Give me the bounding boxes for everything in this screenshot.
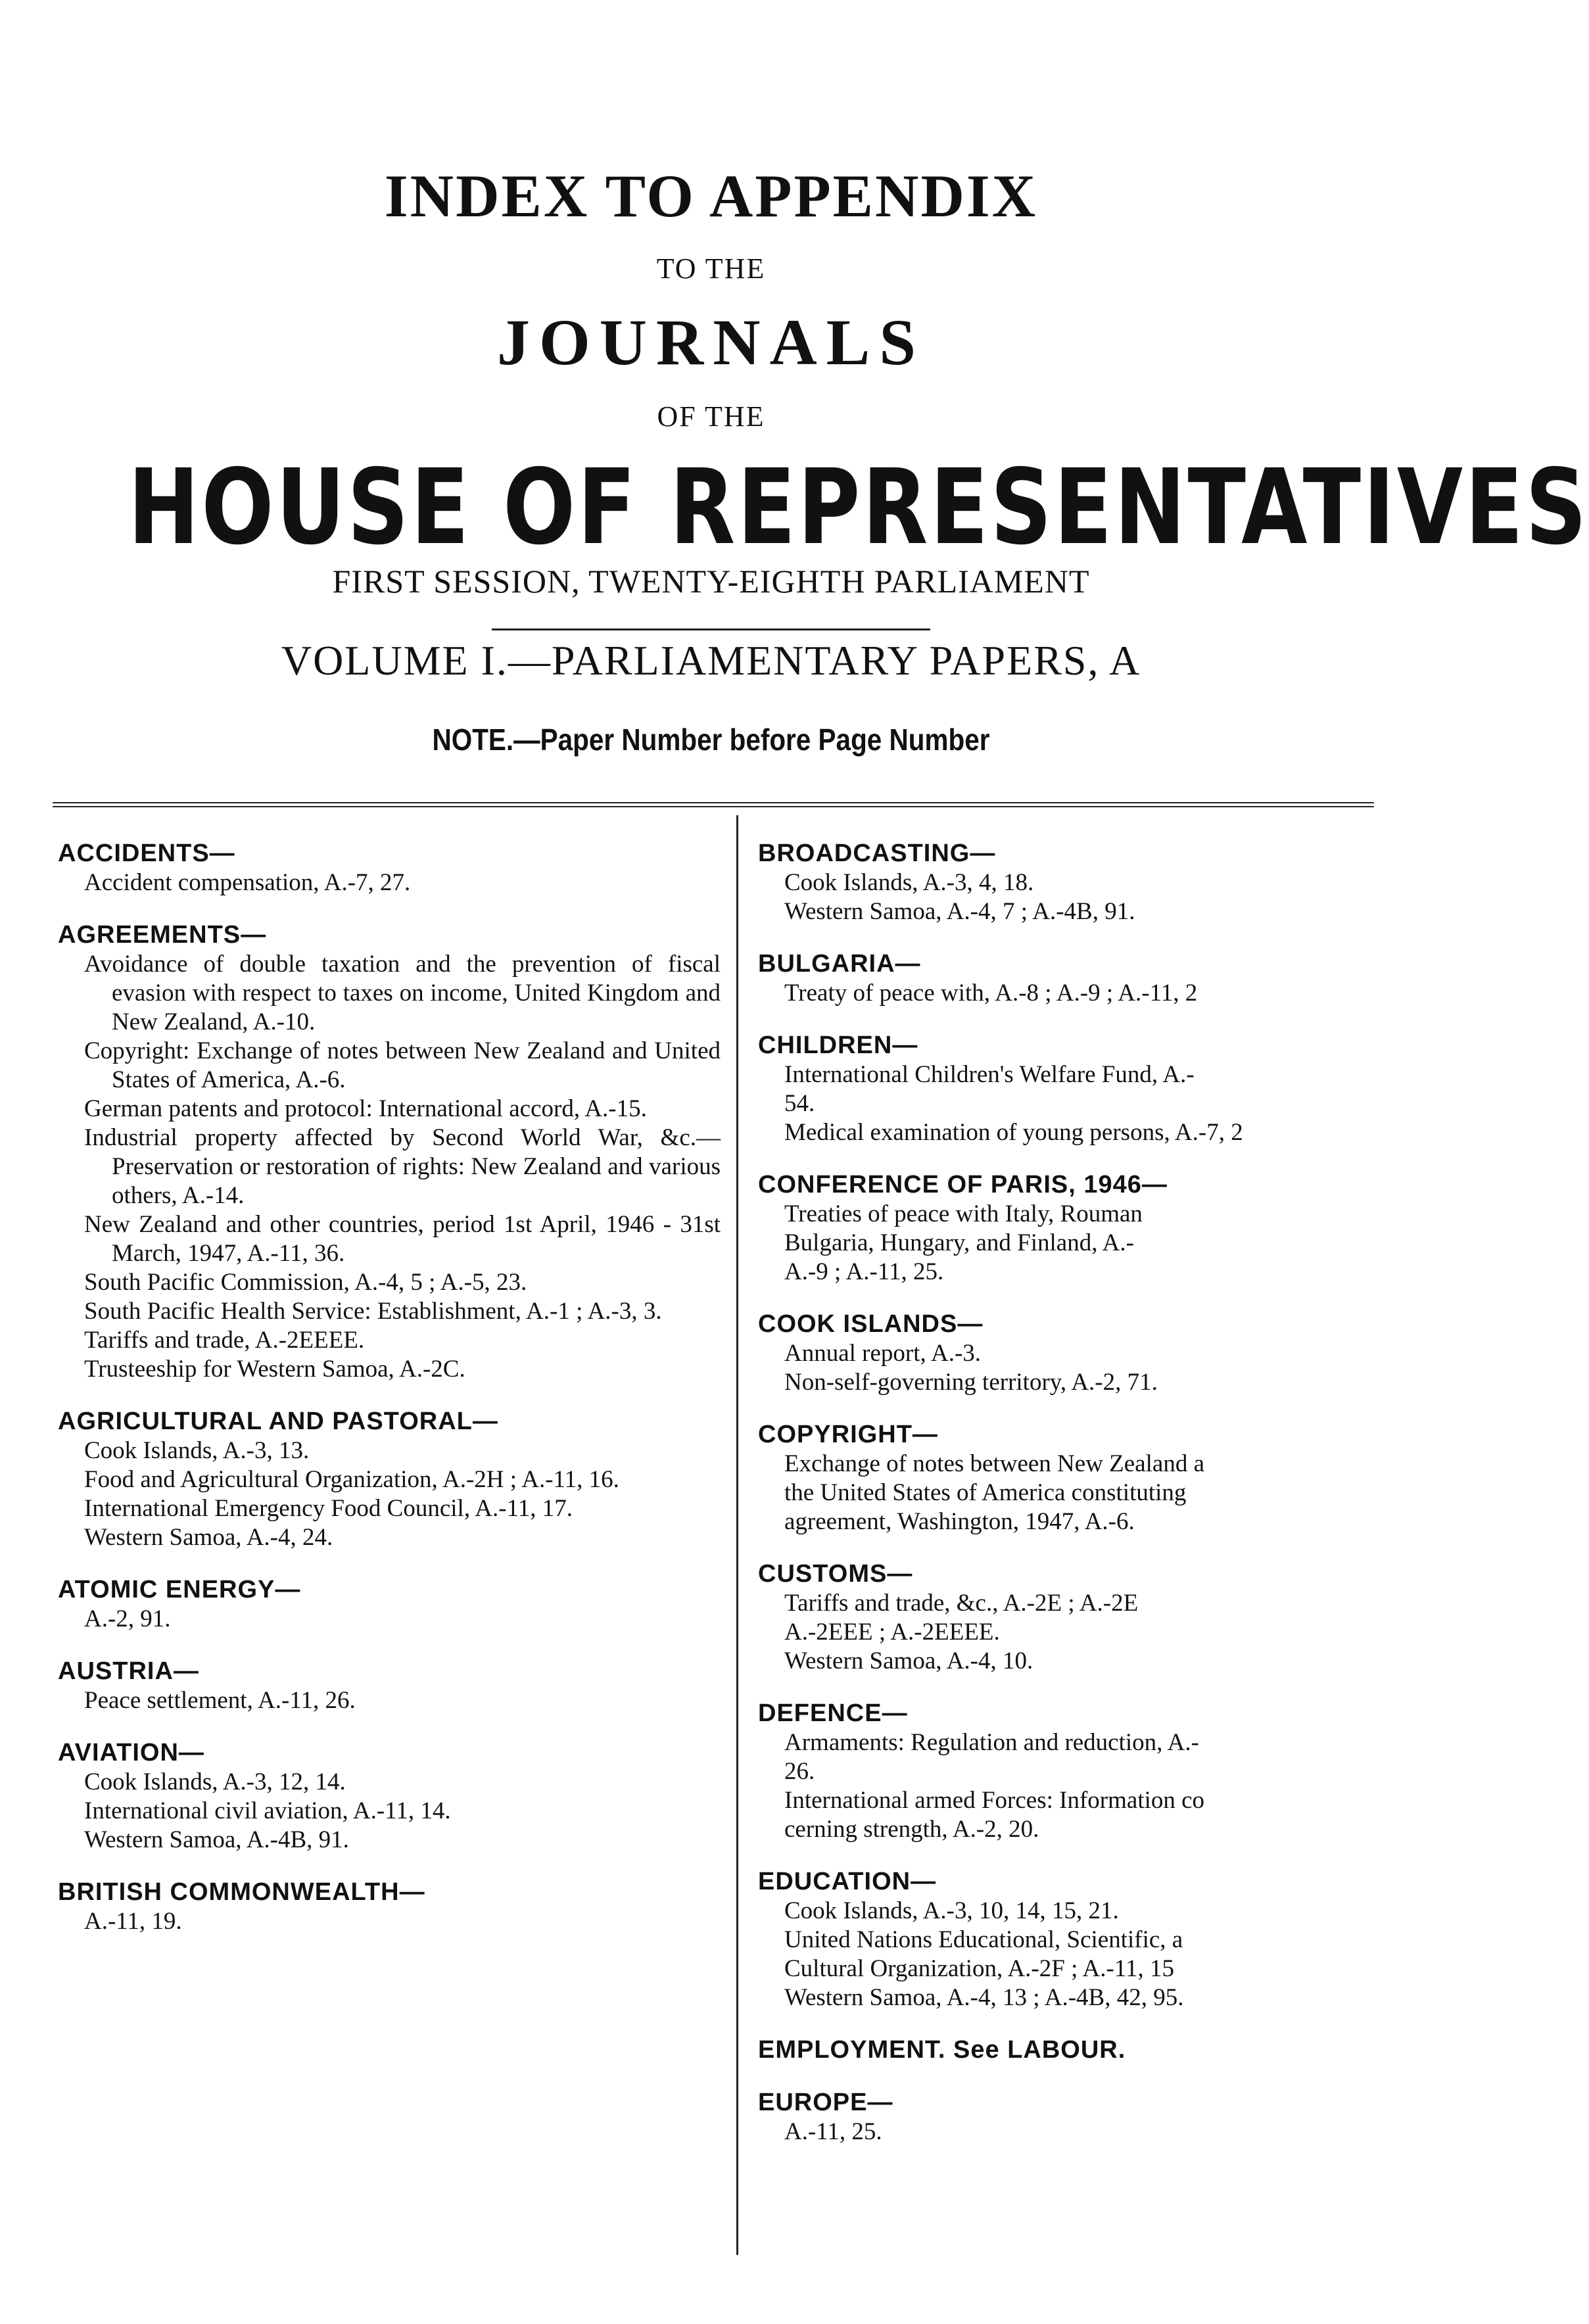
entry-subitem: cerning strength, A.-2, 20. bbox=[784, 1816, 1039, 1843]
entry-subitem: Bulgaria, Hungary, and Finland, A.- bbox=[784, 1229, 1134, 1256]
entry-subitem: Western Samoa, A.-4, 13 ; A.-4B, 42, 95. bbox=[784, 1984, 1184, 2011]
entry-subitem: 54. bbox=[784, 1090, 815, 1117]
entry-subitem: South Pacific Health Service: Establishment, A.-1 ; A.-3, 3. bbox=[84, 1298, 662, 1325]
entry-heading: CONFERENCE OF PARIS, 1946— bbox=[758, 1171, 1168, 1198]
index-entry bbox=[758, 2035, 1422, 2065]
entry-subitem: Cultural Organization, A.-2F ; A.-11, 15 bbox=[784, 1955, 1174, 1982]
entry-subitem: Armaments: Regulation and reduction, A.- bbox=[784, 1729, 1199, 1756]
entry-subitem: Medical examination of young persons, A.-7, 2 bbox=[784, 1119, 1243, 1146]
entry-subitem: A.-11, 19. bbox=[84, 1908, 182, 1935]
entry-subitem: Food and Agricultural Organization, A.-2H ; A.-11, 16. bbox=[84, 1466, 619, 1493]
entry-heading: AVIATION— bbox=[58, 1739, 204, 1767]
entry-heading: COOK ISLANDS— bbox=[758, 1310, 984, 1338]
entry-subitem: Western Samoa, A.-4, 24. bbox=[84, 1524, 333, 1551]
entry-heading: DEFENCE— bbox=[758, 1699, 908, 1727]
index-entry bbox=[758, 1170, 1422, 1287]
index-entry bbox=[758, 1698, 1422, 1844]
index-entry bbox=[758, 1419, 1422, 1536]
entry-heading: BULGARIA— bbox=[758, 950, 921, 978]
index-entry bbox=[58, 920, 721, 1384]
entry-subitem: Industrial property affected by Second World War, &c.—Preservation or restoration of rights: New Zealand and various others, A.-14. bbox=[84, 1124, 721, 1209]
entry-heading: CUSTOMS— bbox=[758, 1560, 913, 1588]
entry-heading: ACCIDENTS— bbox=[58, 840, 235, 867]
entry-subitem: Trusteeship for Western Samoa, A.-2C. bbox=[84, 1356, 465, 1383]
entry-subitem: Non-self-governing territory, A.-2, 71. bbox=[784, 1369, 1158, 1396]
entry-subitem: 26. bbox=[784, 1758, 815, 1785]
entry-subitem: A.-2EEE ; A.-2EEEE. bbox=[784, 1619, 1000, 1646]
entry-subitem: Western Samoa, A.-4B, 91. bbox=[84, 1826, 349, 1853]
entry-subitem: A.-9 ; A.-11, 25. bbox=[784, 1258, 944, 1285]
entry-subitem: Exchange of notes between New Zealand a bbox=[784, 1450, 1204, 1477]
entry-subitem: International armed Forces: Information co bbox=[784, 1787, 1205, 1814]
index-entry bbox=[758, 949, 1422, 1008]
entry-heading: EDUCATION— bbox=[758, 1868, 937, 1895]
entry-subitem: Tariffs and trade, &c., A.-2E ; A.-2E bbox=[784, 1590, 1139, 1617]
title-of-the: OF THE bbox=[657, 400, 765, 433]
entry-heading: BROADCASTING— bbox=[758, 840, 996, 867]
entry-subitem: International Children's Welfare Fund, A.- bbox=[784, 1061, 1195, 1088]
right-column bbox=[758, 838, 1422, 2169]
index-entry bbox=[758, 1309, 1422, 1397]
entry-subitem: International Emergency Food Council, A.-11, 17. bbox=[84, 1495, 573, 1522]
index-entry bbox=[58, 1877, 721, 1936]
entry-subitem: Cook Islands, A.-3, 12, 14. bbox=[84, 1768, 346, 1795]
index-entry bbox=[58, 1738, 721, 1855]
title-journals: JOURNALS bbox=[497, 306, 925, 379]
entry-subitem: Western Samoa, A.-4, 7 ; A.-4B, 91. bbox=[784, 898, 1135, 925]
index-entry bbox=[758, 1559, 1422, 1676]
entry-heading: AGREEMENTS— bbox=[58, 921, 267, 949]
entry-subitem: Avoidance of double taxation and the prevention of fiscal evasion with respect to taxes on income, United Kingdom and New Zealand, A.-10. bbox=[84, 951, 721, 1035]
volume-line: VOLUME I.—PARLIAMENTARY PAPERS, A bbox=[281, 637, 1141, 684]
entry-subitem: Peace settlement, A.-11, 26. bbox=[84, 1687, 356, 1714]
entry-subitem: Cook Islands, A.-3, 10, 14, 15, 21. bbox=[784, 1897, 1119, 1924]
entry-subitem: New Zealand and other countries, period 1st April, 1946 - 31st March, 1947, A.-11, 36. bbox=[84, 1211, 721, 1267]
index-entry bbox=[758, 838, 1422, 926]
entry-subitem: United Nations Educational, Scientific, a bbox=[784, 1926, 1183, 1953]
entry-heading: ATOMIC ENERGY— bbox=[58, 1576, 301, 1603]
entry-subitem: Cook Islands, A.-3, 13. bbox=[84, 1437, 310, 1464]
entry-subitem: Cook Islands, A.-3, 4, 18. bbox=[784, 869, 1034, 896]
entry-heading: BRITISH COMMONWEALTH— bbox=[58, 1878, 425, 1906]
title-index-to-appendix: INDEX TO APPENDIX bbox=[384, 162, 1038, 229]
index-entry bbox=[758, 2087, 1422, 2146]
index-entry bbox=[758, 1030, 1422, 1147]
entry-subitem: International civil aviation, A.-11, 14. bbox=[84, 1797, 451, 1824]
entry-subitem: Tariffs and trade, A.-2EEEE. bbox=[84, 1327, 365, 1354]
entry-heading: COPYRIGHT— bbox=[758, 1421, 938, 1448]
entry-subitem: A.-2, 91. bbox=[84, 1605, 171, 1632]
entry-subitem: Accident compensation, A.-7, 27. bbox=[84, 869, 411, 896]
left-column bbox=[58, 838, 721, 1958]
entry-heading: EMPLOYMENT. See LABOUR. bbox=[758, 2036, 1126, 2064]
entry-subitem: Treaty of peace with, A.-8 ; A.-9 ; A.-11, 2 bbox=[784, 980, 1198, 1007]
entry-subitem: German patents and protocol: International accord, A.-15. bbox=[84, 1095, 647, 1122]
session-line: FIRST SESSION, TWENTY-EIGHTH PARLIAMENT bbox=[332, 563, 1090, 600]
entry-heading: EUROPE— bbox=[758, 2089, 893, 2116]
index-entry bbox=[58, 838, 721, 897]
entry-subitem: Annual report, A.-3. bbox=[784, 1340, 982, 1367]
title-rule bbox=[492, 628, 930, 630]
entry-heading: AUSTRIA— bbox=[58, 1657, 199, 1685]
entry-heading: AGRICULTURAL AND PASTORAL— bbox=[58, 1408, 498, 1435]
index-entry bbox=[758, 1866, 1422, 2012]
index-entry bbox=[58, 1656, 721, 1715]
entry-subitem: A.-11, 25. bbox=[784, 2118, 882, 2145]
entry-subitem: agreement, Washington, 1947, A.-6. bbox=[784, 1508, 1135, 1535]
double-rule bbox=[53, 802, 1374, 807]
entry-subitem: the United States of America constituting bbox=[784, 1479, 1187, 1506]
entry-subitem: Copyright: Exchange of notes between New Zealand and United States of America, A.-6. bbox=[84, 1037, 721, 1093]
entry-subitem: Treaties of peace with Italy, Rouman bbox=[784, 1200, 1143, 1227]
entry-subitem: South Pacific Commission, A.-4, 5 ; A.-5, 23. bbox=[84, 1269, 527, 1296]
title-house-of-representatives: HOUSE OF REPRESENTATIVES bbox=[128, 447, 1589, 568]
entry-heading: CHILDREN— bbox=[758, 1032, 918, 1059]
title-to-the: TO THE bbox=[656, 252, 766, 285]
note-line: NOTE.—Paper Number before Page Number bbox=[432, 723, 990, 757]
column-divider bbox=[736, 815, 738, 2255]
index-entry bbox=[58, 1406, 721, 1552]
index-entry bbox=[58, 1575, 721, 1634]
entry-subitem: Western Samoa, A.-4, 10. bbox=[784, 1648, 1033, 1674]
